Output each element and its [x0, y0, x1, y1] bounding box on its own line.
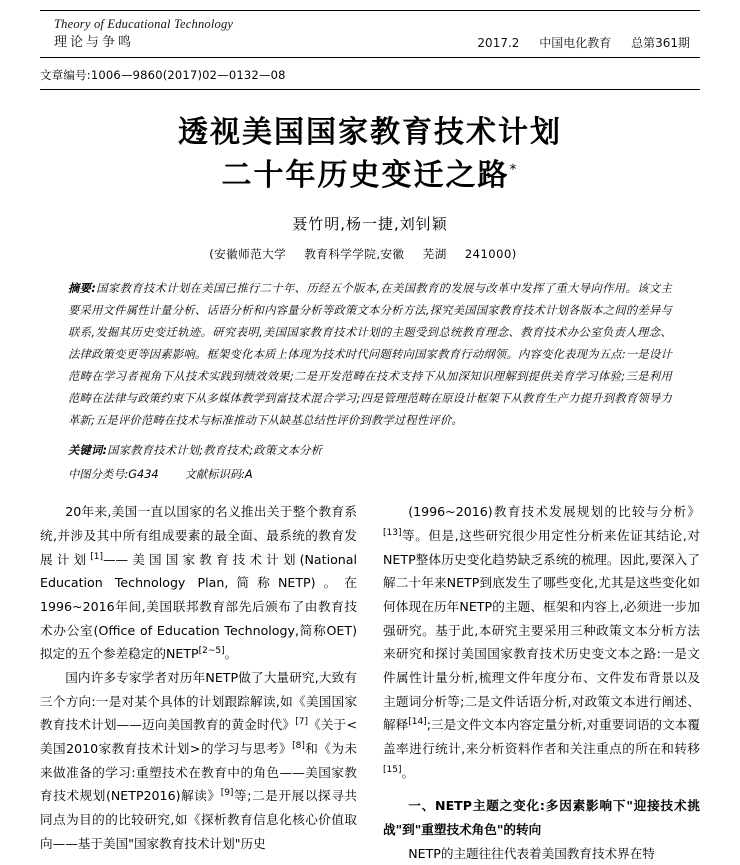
title-footnote-marker: *: [509, 161, 519, 178]
affiliation-postcode: 241000): [464, 247, 517, 262]
publication-name: 中国电化教育: [539, 36, 612, 50]
keywords-text: 国家教育技术计划;教育技术;政策文本分析: [107, 444, 323, 458]
issue-date: 2017.2: [477, 36, 520, 50]
keywords-label: 关键词:: [68, 444, 108, 458]
affiliation: [40, 246, 700, 262]
body-columns: [40, 500, 700, 865]
paragraph: NETP的主题往往代表着美国教育技术界在特: [408, 845, 655, 861]
left-column: [40, 500, 357, 865]
abstract-label: 摘要:: [68, 282, 97, 296]
journal-title-en: Theory of Educational Technology: [54, 17, 234, 32]
article-number: 文章编号:1006—9860(2017)02—0132—08: [40, 67, 700, 90]
clc-label: 中图分类号:: [68, 468, 129, 482]
paragraph: 国内许多专家学者对历年NETP做了大量研究,大致有三个方向:一是对某个具体的计划跟踪解读,如《美国国家教育技术计划——迈向美国教育的黄金时代》[7]《关于<美国2010家教育技术计划>的学习与思考》[8]和《为未来做准备的学习:重塑技术在教育中的角色——美国家教育技术规划(NETP2016)解读》[9]等;二是开展以探寻共同点为目的的比较研究,如《探析教育信息化核心价值取向——基于美国"国家教育技术计划"历史: [40, 670, 358, 851]
title-block: [40, 112, 700, 262]
abstract-block: [68, 278, 672, 432]
page-title-line-2: [40, 155, 700, 198]
journal-masthead: [40, 17, 233, 51]
affiliation-city: 芜湖: [422, 247, 447, 262]
classification-line: [68, 464, 672, 486]
abstract-text: 国家教育技术计划在美国已推行二十年、历经五个版本,在美国教育的发展与改革中发挥了重大导向作用。该文主要采用文件属性计量分析、话语分析和内容量分析等政策文本分析方法,探究美国国家教育技术计划各版本之间的差异与联系,发掘其历史变迁轨迹。研究表明,美国国家教育技术计划的主题受到总统教育理念、教育技术办公室负责人理念、法律政策变更等因素影响。框架变化本质上体现为技术时代问题转向国家教育行动纲领。内容变化表现为五点:一是设计范畴在学习者视角下从技术实践到绩效效果;二是开发范畴在技术支持下从加深知识理解到提供美育学习体验;三是利用范畴在法律与政策约束下从多媒体教学到富技术混合学习;四是管理范畴在原设计框架下从教育生产力提升到教育领导力革新;五是评价范畴在技术与标准推动下从缺基总结性评价到教学过程性评价。: [68, 282, 672, 428]
right-column: [383, 500, 700, 865]
affiliation-university: (安徽师范大学: [209, 247, 287, 262]
page-header: [40, 10, 700, 58]
affiliation-college: 教育科学学院,安徽: [304, 247, 405, 262]
author-list: 聂竹明,杨一捷,刘钊颖: [292, 215, 448, 234]
journal-issue-info: [477, 34, 690, 51]
paragraph: 20年来,美国一直以国家的名义推出关于整个教育系统,并涉及其中所有组成要素的最全面、最系统的教育发展计划[1]——美国国家教育技术计划(National Education Technology Plan,简称NETP)。在1996~2016年间,美国联邦教育部先后颁布了由教育技术办公室(Office of Education Technology,简称OET)拟定的五个参差稳定的NETP[2~5]。: [40, 504, 357, 662]
page-title-line-1: 透视美国国家教育技术计划: [178, 115, 562, 150]
page-title-line-2-text: 二十年历史变迁之路: [221, 157, 510, 193]
journal-page: [0, 10, 740, 861]
journal-title-cn: 理论与争鸣: [54, 34, 135, 50]
doc-code-value: A: [244, 468, 253, 482]
clc-value: G434: [128, 468, 159, 482]
paragraph: (1996~2016)教育技术发展规划的比较与分析》[13]等。但是,这些研究很少用定性分析来佐证其结论,对NETP整体历史变化趋势缺乏系统的梳理。因此,要深入了解二十年来NETP到底发生了哪些变化,尤其是这些变化如何体现在历年NETP的主题、框架和内容上,必须进一步加强研究。基于此,本研究主要采用三种政策文本分析方法来研究和探讨美国国家教育技术历史变文本之路:一是文件属性计量分析,梳理文件年度分布、文件发布背景以及主题词分析等;二是文件话语分析,对政策文本进行阐述、解释[14];三是文件文本内容定量分析,对重要词语的文本覆盖率进行统计,来分析资料作者和关注重点的所在和转移[15]。: [383, 504, 701, 780]
serial-number: 总第361期: [631, 36, 690, 50]
doc-code-label: 文献标识码:: [184, 468, 245, 482]
keywords-line: [68, 440, 672, 462]
section-heading: 一、NETP主题之变化:多因素影响下"迎接技术挑战"到"重塑技术角色"的转向: [383, 798, 700, 838]
